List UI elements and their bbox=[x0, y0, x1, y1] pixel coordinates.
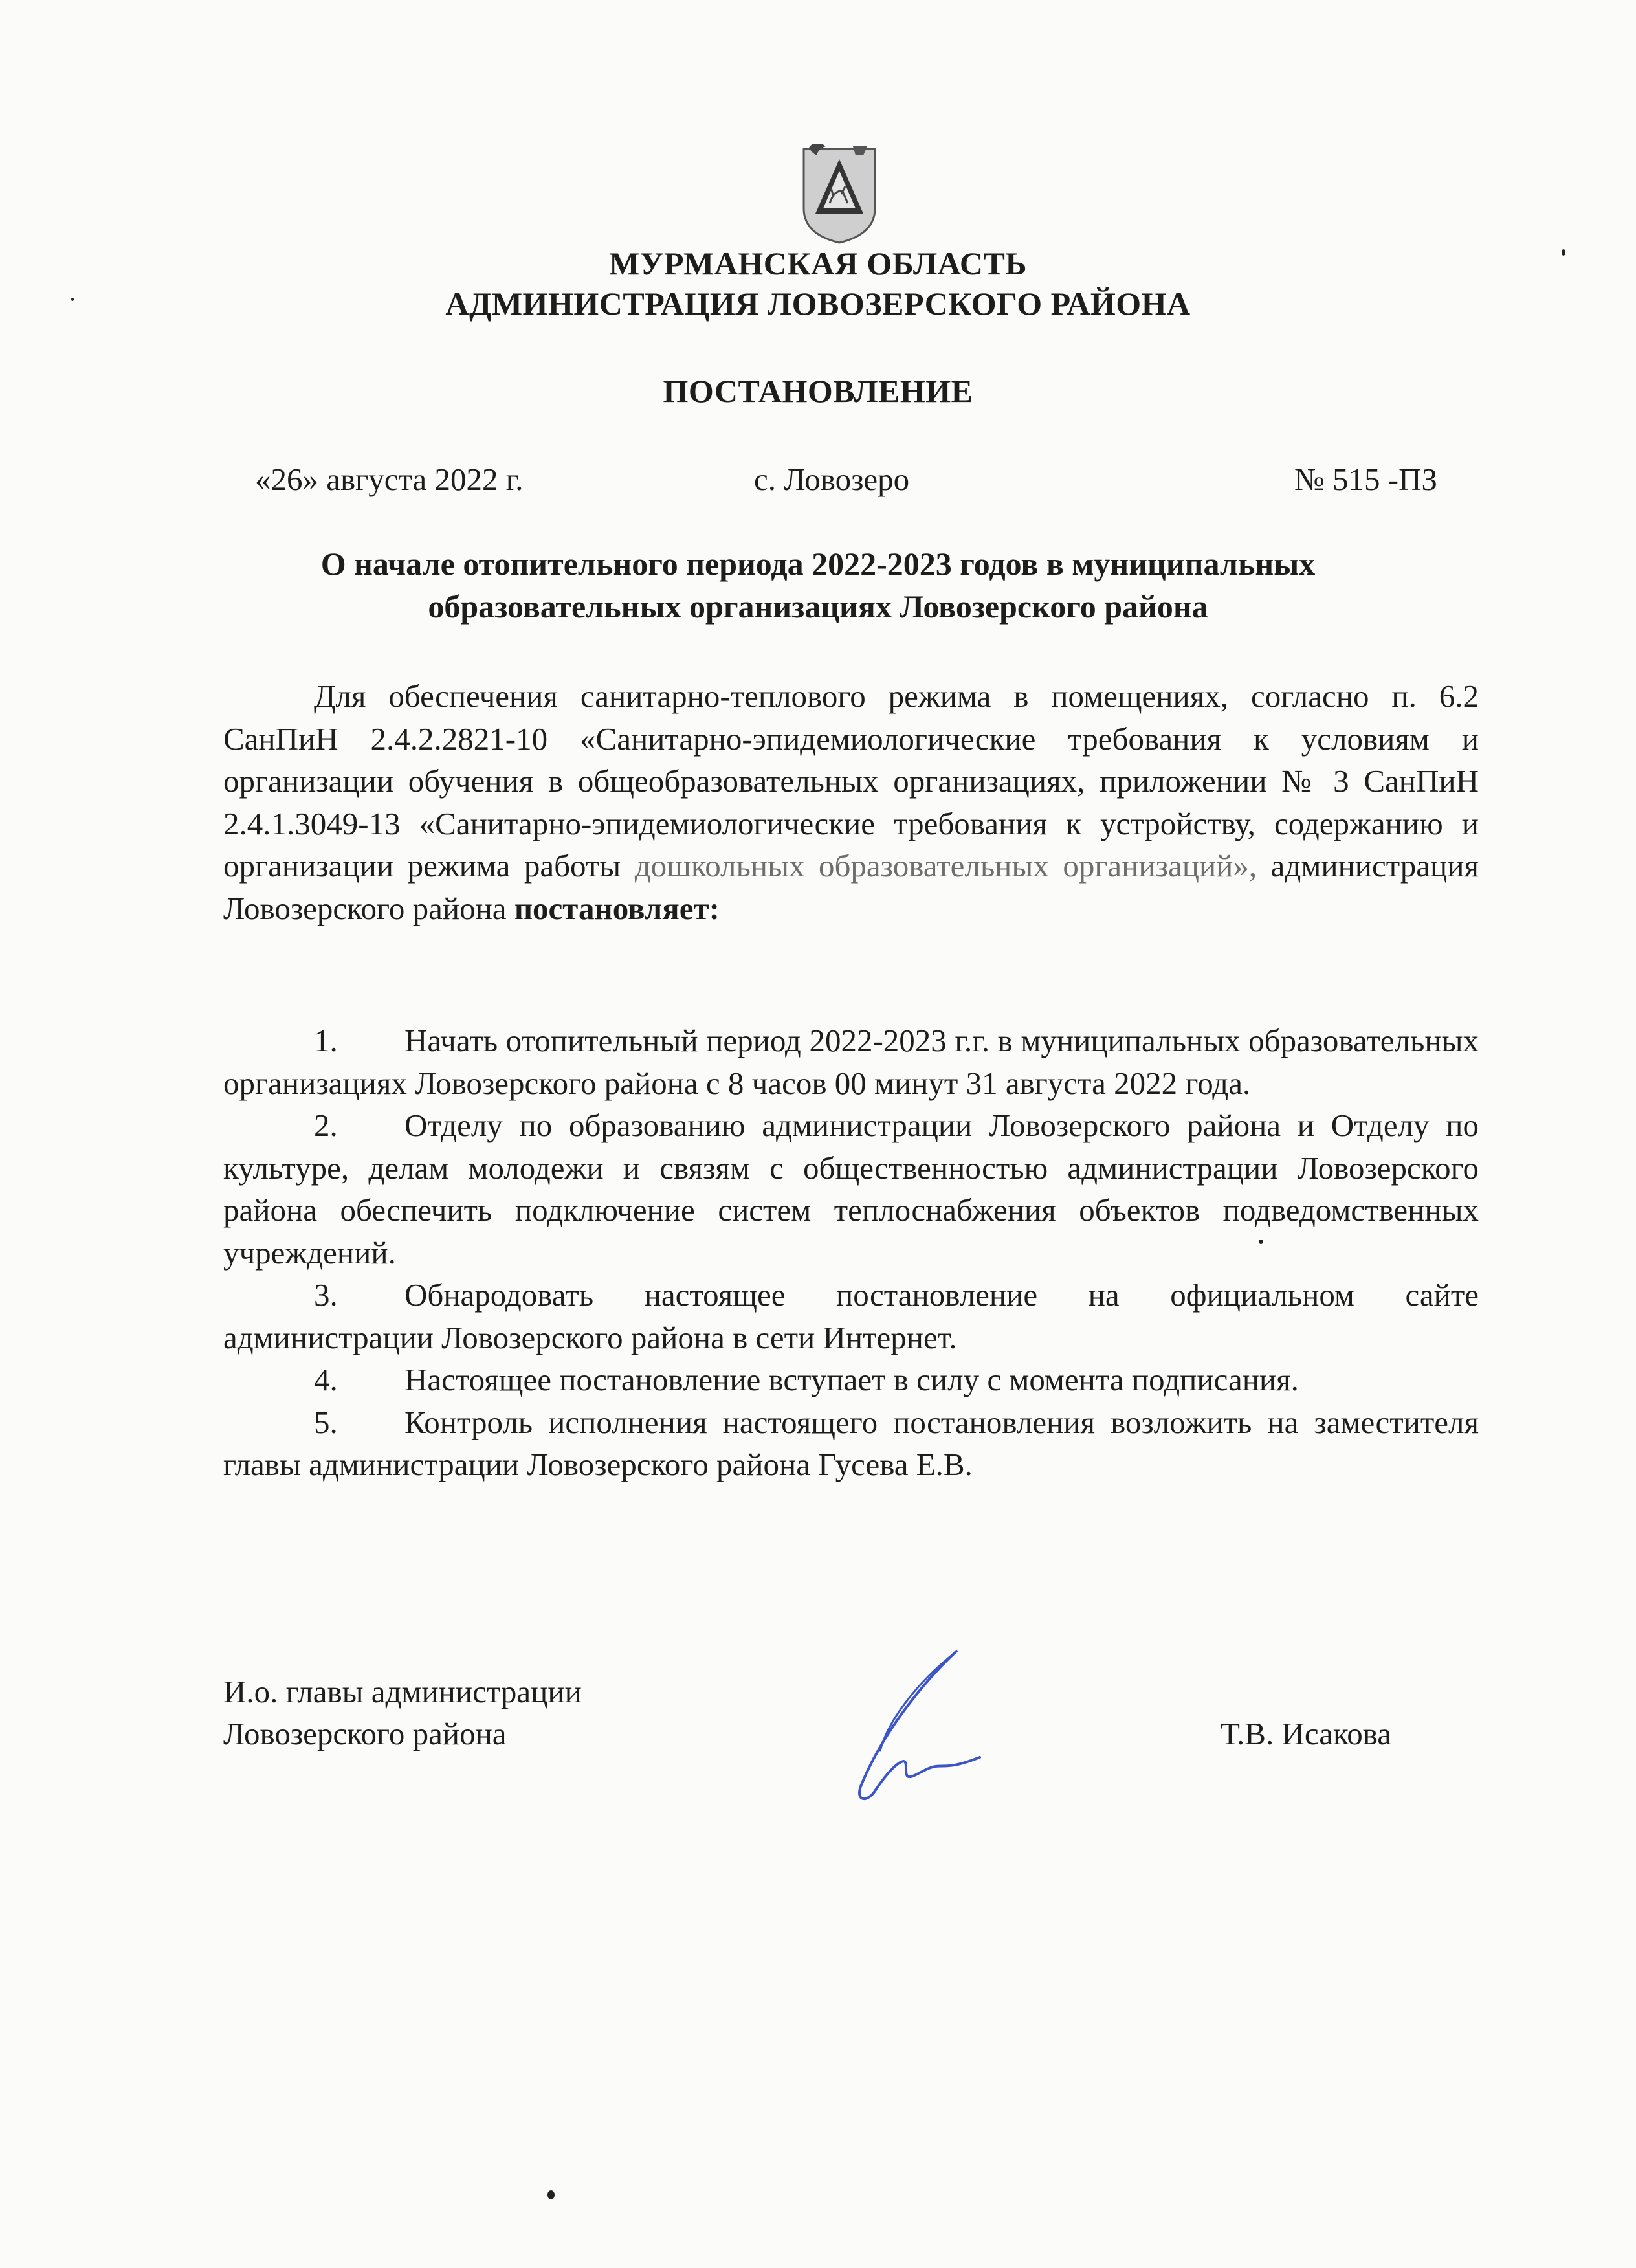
signer-position-line-2: Ловозерского района bbox=[223, 1716, 507, 1751]
scan-speck bbox=[1562, 249, 1565, 256]
document-type: ПОСТАНОВЛЕНИЕ bbox=[663, 373, 973, 409]
list-item bbox=[223, 1104, 1479, 1274]
item-number: 5. bbox=[314, 1404, 338, 1440]
signer-position-line-1: И.о. главы администрации bbox=[223, 1674, 582, 1709]
preamble-paragraph bbox=[223, 675, 1479, 929]
handwritten-signature bbox=[841, 1647, 990, 1812]
list-item bbox=[223, 1401, 1479, 1486]
region-title: МУРМАНСКАЯ ОБЛАСТЬ bbox=[609, 245, 1027, 282]
item-number: 2. bbox=[314, 1107, 338, 1143]
list-item bbox=[223, 1019, 1479, 1104]
item-text: Настоящее постановление вступает в силу с момента подписания. bbox=[404, 1362, 1299, 1397]
preamble-text: Для обеспечения санитарно-теплового режима в помещениях, согласно п. 6.2 СанПиН 2.4.2.2821-10 «Санитарно-эпидемиологические требования к условиям и организации обучения в общеобразовательных организациях, приложении № 3 СанПиН 2.4.1.3049-13 «Санитарно-эпидемиологические требования к устройству, содержанию и организации режима работы bbox=[223, 678, 1479, 884]
preamble-faded-text: дошкольных образовательных организаций», bbox=[634, 848, 1257, 884]
preamble bbox=[223, 675, 1479, 929]
document-date: «26» августа 2022 г. bbox=[255, 461, 524, 497]
signer-name: Т.В. Исакова bbox=[1221, 1716, 1391, 1751]
item-number: 1. bbox=[314, 1023, 338, 1058]
item-text: Обнародовать настоящее постановление на официальном сайте администрации Ловозерского района в сети Интернет. bbox=[223, 1277, 1479, 1355]
list-item bbox=[223, 1359, 1479, 1401]
scan-speck bbox=[71, 298, 74, 301]
item-text: Контроль исполнения настоящего постановления возложить на заместителя главы администрации Ловозерского района Гусева Е.В. bbox=[223, 1404, 1479, 1482]
decree-items bbox=[223, 1019, 1479, 1486]
item-number: 3. bbox=[314, 1277, 338, 1313]
list-item bbox=[223, 1274, 1479, 1359]
decree-word: постановляет: bbox=[514, 890, 720, 926]
document-number: № 515 -ПЗ bbox=[1294, 461, 1438, 497]
item-text: Отделу по образованию администрации Ловозерского района и Отделу по культуре, делам молодежи и связям с общественностью администрации Ловозерского района обеспечить подключение систем теплоснабжения объектов подведомственных учреждений. bbox=[223, 1107, 1479, 1271]
coat-of-arms-icon bbox=[801, 144, 878, 244]
item-number: 4. bbox=[314, 1362, 338, 1397]
preamble-text-end: администрация Ловозерского района bbox=[223, 848, 1479, 926]
authority-title: АДМИНИСТРАЦИЯ ЛОВОЗЕРСКОГО РАЙОНА bbox=[445, 285, 1191, 322]
scan-speck bbox=[547, 2190, 555, 2199]
document-place: с. Ловозеро bbox=[754, 461, 910, 497]
scan-speck bbox=[1259, 1240, 1263, 1244]
subject-line-1: О начале отопительного периода 2022-2023 годов в муниципальных bbox=[320, 546, 1316, 582]
item-text: Начать отопительный период 2022-2023 г.г. в муниципальных образовательных организациях Ловозерского района с 8 часов 00 минут 31 августа 2022 года. bbox=[223, 1023, 1479, 1101]
subject-line-2: образовательных организациях Ловозерского района bbox=[428, 588, 1208, 625]
